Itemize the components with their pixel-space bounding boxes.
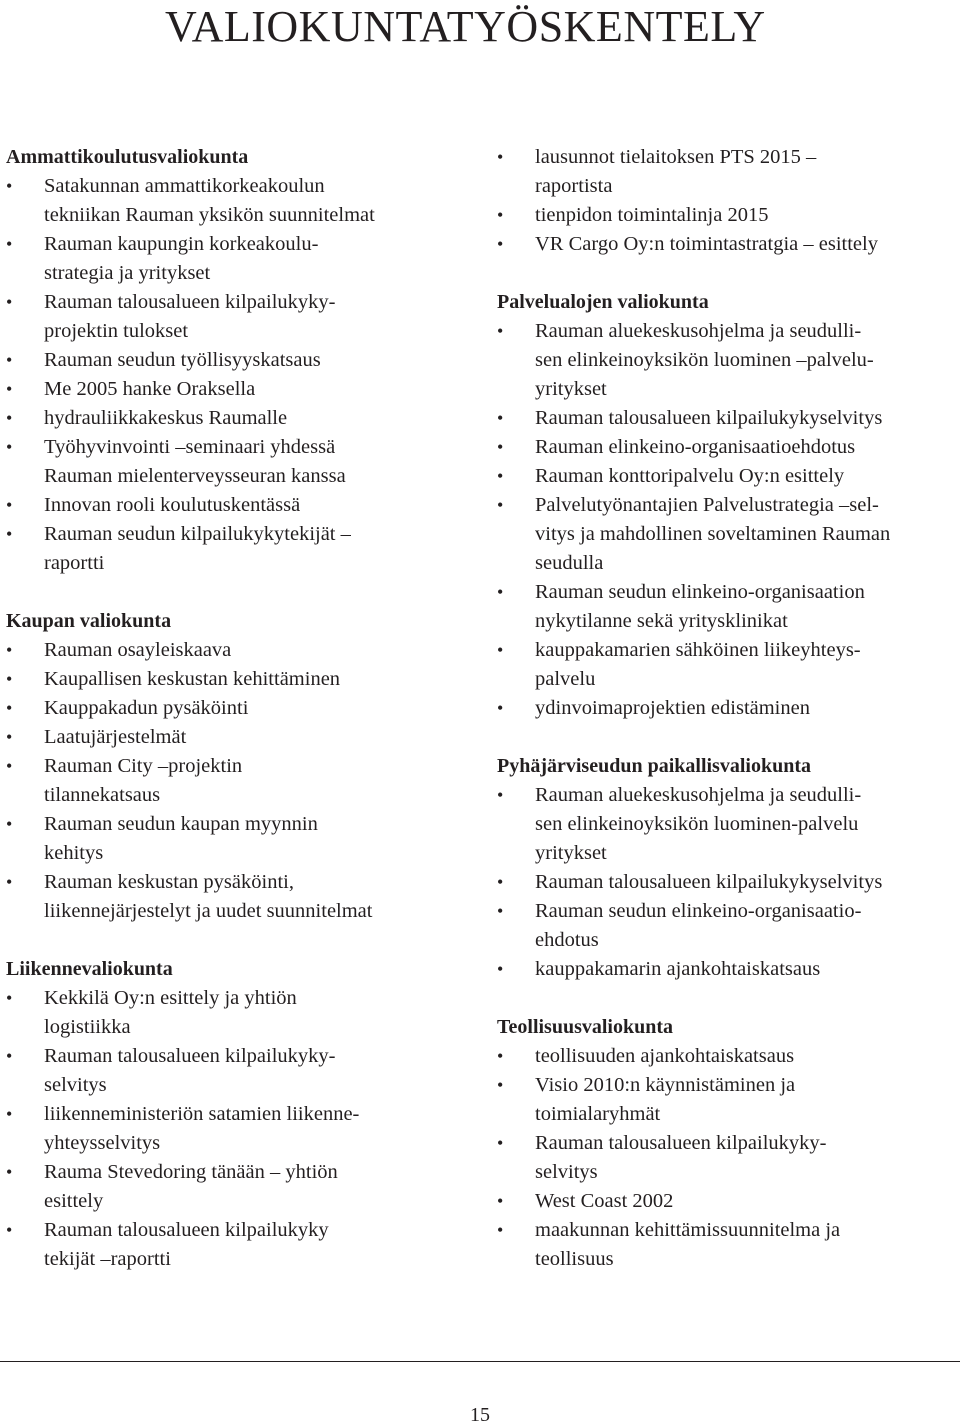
list-item-text: tekniikan Rauman yksikön suunnitelmat — [44, 204, 375, 226]
list-item — [6, 1158, 476, 1216]
list-item-text: ehdotus — [535, 929, 599, 951]
bullet-icon: • — [497, 901, 504, 921]
list-item-text: Rauman City –projektin — [44, 755, 243, 777]
list-item — [497, 201, 960, 230]
list-item — [497, 143, 960, 201]
section-heading: Kaupan valiokunta — [6, 610, 172, 632]
list-item — [6, 665, 476, 694]
list-item — [6, 433, 476, 491]
list-item-text: Rauman aluekeskusohjelma ja seudulli- — [535, 784, 862, 806]
bullet-icon: • — [6, 234, 13, 254]
bullet-icon: • — [6, 872, 13, 892]
list-item — [497, 1216, 960, 1274]
footer-rule — [0, 1361, 960, 1362]
bullet-icon: • — [6, 176, 13, 196]
list-item-text: logistiikka — [44, 1016, 131, 1038]
list-item — [6, 404, 476, 433]
list-item — [6, 694, 476, 723]
list-item-text: raportti — [44, 552, 105, 574]
list-item — [6, 288, 476, 346]
list-item — [497, 462, 960, 491]
list-item-text: esittely — [44, 1190, 104, 1212]
section-continued — [497, 143, 960, 259]
list-item-text: Rauman kaupungin korkeakoulu- — [44, 233, 319, 255]
list-item-text: liikennejärjestelyt ja uudet suunnitelmat — [44, 900, 373, 922]
section-heading: Palvelualojen valiokunta — [497, 291, 709, 313]
bullet-icon: • — [6, 1104, 13, 1124]
list-item-text: Visio 2010:n käynnistäminen ja — [535, 1074, 796, 1096]
bullet-icon: • — [6, 640, 13, 660]
list-item — [6, 172, 476, 230]
list-item — [497, 1071, 960, 1129]
page-number: 15 — [470, 1404, 490, 1426]
bullet-icon: • — [6, 756, 13, 776]
bullet-icon: • — [497, 1075, 504, 1095]
list-item-text: Rauman elinkeino-organisaatioehdotus — [535, 436, 856, 458]
list-item — [497, 230, 960, 259]
list-item — [6, 810, 476, 868]
bullet-icon: • — [6, 350, 13, 370]
list-item-text: Kauppakadun pysäköinti — [44, 697, 249, 719]
bullet-icon: • — [6, 669, 13, 689]
list-item-text: yritykset — [535, 842, 607, 864]
section-liikennevaliokunta — [6, 955, 476, 1274]
section-pyhajarviseudun-paikallisvaliokunta — [497, 752, 960, 984]
section-heading: Ammattikoulutusvaliokunta — [6, 146, 249, 168]
section-heading: Teollisuusvaliokunta — [497, 1016, 674, 1038]
right-column — [497, 143, 960, 1303]
bullet-icon: • — [497, 234, 504, 254]
list-item — [497, 868, 960, 897]
list-item-text: Rauman osayleiskaava — [44, 639, 232, 661]
list-item-text: Innovan rooli koulutuskentässä — [44, 494, 301, 516]
list-item — [497, 694, 960, 723]
list-item-text: yritykset — [535, 378, 607, 400]
list-item-text: strategia ja yritykset — [44, 262, 211, 284]
bullet-icon: • — [6, 437, 13, 457]
bullet-list — [497, 781, 960, 984]
list-item-text: West Coast 2002 — [535, 1190, 674, 1212]
list-item-text: Rauman talousalueen kilpailukykyselvitys — [535, 407, 883, 429]
bullet-list — [6, 984, 476, 1274]
bullet-icon: • — [497, 466, 504, 486]
bullet-icon: • — [497, 640, 504, 660]
bullet-icon: • — [6, 1220, 13, 1240]
bullet-icon: • — [6, 292, 13, 312]
list-item-text: Rauman talousalueen kilpailukyky- — [535, 1132, 827, 1154]
list-item-text: seudulla — [535, 552, 604, 574]
bullet-icon: • — [497, 1191, 504, 1211]
list-item — [497, 404, 960, 433]
list-item-text: teollisuus — [535, 1248, 614, 1270]
list-item-text: Työhyvinvointi –seminaari yhdessä — [44, 436, 336, 458]
bullet-icon: • — [6, 814, 13, 834]
bullet-list — [497, 317, 960, 723]
bullet-icon: • — [6, 524, 13, 544]
list-item-text: kehitys — [44, 842, 104, 864]
bullet-list — [497, 1042, 960, 1274]
list-item-text: sen elinkeinoyksikön luominen-palvelu — [535, 813, 859, 835]
list-item — [497, 1129, 960, 1187]
list-item — [6, 346, 476, 375]
list-item-text: Rauman talousalueen kilpailukyky- — [44, 291, 336, 313]
list-item-text: tienpidon toimintalinja 2015 — [535, 204, 769, 226]
left-column — [6, 143, 476, 1303]
bullet-icon: • — [6, 408, 13, 428]
section-palvelualojen-valiokunta — [497, 288, 960, 723]
list-item-text: Me 2005 hanke Oraksella — [44, 378, 256, 400]
list-item — [6, 375, 476, 404]
list-item — [6, 868, 476, 926]
bullet-icon: • — [497, 495, 504, 515]
list-item-text: Rauman aluekeskusohjelma ja seudulli- — [535, 320, 862, 342]
list-item-text: Rauman seudun kilpailukykytekijät – — [44, 523, 351, 545]
bullet-icon: • — [497, 205, 504, 225]
list-item-text: maakunnan kehittämissuunnitelma ja — [535, 1219, 841, 1241]
bullet-icon: • — [497, 147, 504, 167]
list-item-text: Rauman talousalueen kilpailukyky- — [44, 1045, 336, 1067]
bullet-icon: • — [497, 437, 504, 457]
section-kaupan-valiokunta — [6, 607, 476, 926]
list-item-text: Rauman seudun työllisyyskatsaus — [44, 349, 321, 371]
list-item-text: VR Cargo Oy:n toimintastratgia – esittely — [535, 233, 878, 255]
list-item-text: yhteysselvitys — [44, 1132, 161, 1154]
list-item — [6, 723, 476, 752]
section-ammattikoulutusvaliokunta — [6, 143, 476, 578]
list-item-text: lausunnot tielaitoksen PTS 2015 – — [535, 146, 817, 168]
list-item — [6, 984, 476, 1042]
list-item — [6, 520, 476, 578]
list-item-text: palvelu — [535, 668, 596, 690]
bullet-icon: • — [6, 379, 13, 399]
list-item-text: liikenneministeriön satamien liikenne- — [44, 1103, 360, 1125]
list-item-text: toimialaryhmät — [535, 1103, 661, 1125]
list-item-text: selvitys — [535, 1161, 598, 1183]
bullet-icon: • — [497, 1133, 504, 1153]
list-item — [6, 1100, 476, 1158]
bullet-icon: • — [6, 495, 13, 515]
list-item-text: selvitys — [44, 1074, 107, 1096]
list-item-text: Laatujärjestelmät — [44, 726, 187, 748]
list-item — [497, 897, 960, 955]
list-item-text: Rauman seudun kaupan myynnin — [44, 813, 318, 835]
page-title: VALIOKUNTATYÖSKENTELY — [165, 2, 766, 51]
list-item-text: Rauman talousalueen kilpailukykyselvitys — [535, 871, 883, 893]
list-item-text: vitys ja mahdollinen soveltaminen Rauman — [535, 523, 891, 545]
section-heading: Liikennevaliokunta — [6, 958, 173, 980]
bullet-list — [6, 172, 476, 578]
list-item-text: Rauma Stevedoring tänään – yhtiön — [44, 1161, 338, 1183]
bullet-icon: • — [6, 988, 13, 1008]
list-item-text: nykytilanne sekä yritysklinikat — [535, 610, 788, 632]
list-item — [497, 578, 960, 636]
bullet-list — [497, 143, 960, 259]
list-item — [6, 1042, 476, 1100]
bullet-icon: • — [6, 727, 13, 747]
list-item-text: teollisuuden ajankohtaiskatsaus — [535, 1045, 795, 1067]
list-item-text: tilannekatsaus — [44, 784, 161, 806]
list-item-text: tekijät –raportti — [44, 1248, 171, 1270]
list-item-text: Palvelutyönantajien Palvelustrategia –sel- — [535, 494, 879, 516]
list-item-text: Rauman keskustan pysäköinti, — [44, 871, 294, 893]
bullet-icon: • — [6, 698, 13, 718]
list-item-text: raportista — [535, 175, 613, 197]
list-item — [6, 1216, 476, 1274]
bullet-icon: • — [497, 1220, 504, 1240]
bullet-icon: • — [497, 698, 504, 718]
list-item-text: hydrauliikkakeskus Raumalle — [44, 407, 288, 429]
list-item-text: Rauman talousalueen kilpailukyky — [44, 1219, 329, 1241]
list-item — [6, 636, 476, 665]
list-item-text: kauppakamarin ajankohtaiskatsaus — [535, 958, 821, 980]
bullet-list — [6, 636, 476, 926]
list-item — [6, 491, 476, 520]
bullet-icon: • — [497, 959, 504, 979]
bullet-icon: • — [497, 408, 504, 428]
list-item — [497, 1042, 960, 1071]
list-item-text: ydinvoimaprojektien edistäminen — [535, 697, 810, 719]
list-item-text: Rauman seudun elinkeino-organisaatio- — [535, 900, 862, 922]
bullet-icon: • — [6, 1046, 13, 1066]
list-item — [497, 955, 960, 984]
list-item-text: Kekkilä Oy:n esittely ja yhtiön — [44, 987, 297, 1009]
bullet-icon: • — [497, 785, 504, 805]
bullet-icon: • — [6, 1162, 13, 1182]
list-item — [497, 1187, 960, 1216]
list-item-text: projektin tulokset — [44, 320, 189, 342]
list-item — [497, 317, 960, 404]
list-item — [497, 781, 960, 868]
list-item-text: Kaupallisen keskustan kehittäminen — [44, 668, 341, 690]
bullet-icon: • — [497, 872, 504, 892]
list-item — [497, 491, 960, 578]
list-item-text: Satakunnan ammattikorkeakoulun — [44, 175, 325, 197]
list-item-text: Rauman seudun elinkeino-organisaation — [535, 581, 865, 603]
list-item — [6, 752, 476, 810]
bullet-icon: • — [497, 321, 504, 341]
list-item-text: Rauman konttoripalvelu Oy:n esittely — [535, 465, 845, 487]
section-teollisuusvaliokunta — [497, 1013, 960, 1274]
list-item-text: Rauman mielenterveysseuran kanssa — [44, 465, 346, 487]
section-heading: Pyhäjärviseudun paikallisvaliokunta — [497, 755, 811, 777]
list-item-text: sen elinkeinoyksikön luominen –palvelu- — [535, 349, 874, 371]
list-item — [497, 636, 960, 694]
list-item — [497, 433, 960, 462]
list-item-text: kauppakamarien sähköinen liikeyhteys- — [535, 639, 861, 661]
list-item — [6, 230, 476, 288]
bullet-icon: • — [497, 1046, 504, 1066]
bullet-icon: • — [497, 582, 504, 602]
